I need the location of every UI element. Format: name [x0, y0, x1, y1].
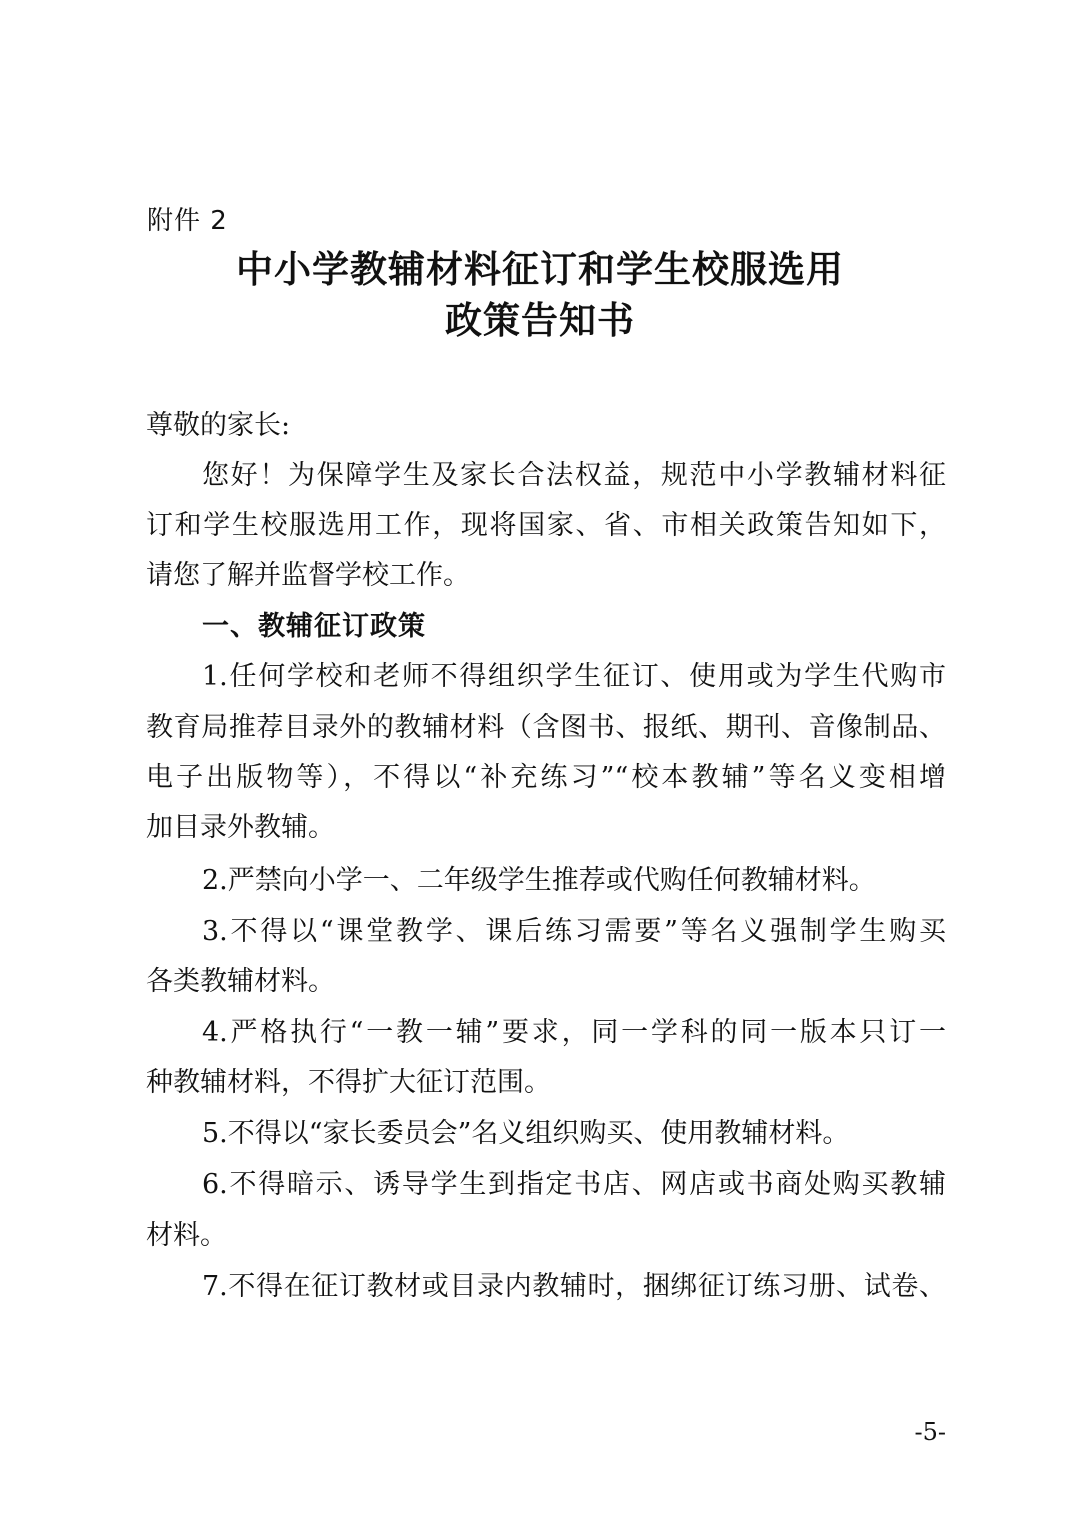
body-line: 各类教辅材料。: [146, 966, 335, 997]
body-line: 订和学生校服选用工作，现将国家、省、市相关政策告知如下，: [146, 510, 946, 541]
body-line: 请您了解并监督学校工作。: [146, 560, 470, 591]
body-line: 6.不得暗示、诱导学生到指定书店、网店或书商处购买教辅: [202, 1169, 946, 1200]
body-line: 5.不得以“家长委员会”名义组织购买、使用教辅材料。: [202, 1118, 850, 1149]
document-title-line-1: 中小学教辅材料征订和学生校服选用: [236, 248, 844, 291]
body-line: 种教辅材料，不得扩大征订范围。: [146, 1067, 551, 1098]
body-line: 电子出版物等），不得以“补充练习”“校本教辅”等名义变相增: [146, 762, 946, 793]
salutation: 尊敬的家长:: [146, 410, 291, 441]
document-title-line-2: 政策告知书: [445, 299, 635, 342]
body-line: 7.不得在征订教材或目录内教辅时，捆绑征订练习册、试卷、: [202, 1271, 946, 1302]
body-line: 您好！为保障学生及家长合法权益，规范中小学教辅材料征: [202, 460, 946, 491]
attachment-label: 附件 2: [147, 206, 228, 236]
body-line: 教育局推荐目录外的教辅材料（含图书、报纸、期刊、音像制品、: [146, 712, 946, 743]
body-line: 2.严禁向小学一、二年级学生推荐或代购任何教辅材料。: [202, 865, 876, 896]
page-number: -5-: [914, 1418, 946, 1446]
body-line: 材料。: [146, 1220, 227, 1251]
body-line: 4.严格执行“一教一辅”要求，同一学科的同一版本只订一: [202, 1017, 946, 1048]
body-line: 3.不得以“课堂教学、课后练习需要”等名义强制学生购买: [202, 916, 946, 947]
body-line: 1.任何学校和老师不得组织学生征订、使用或为学生代购市: [202, 661, 946, 692]
body-line: 加目录外教辅。: [146, 812, 335, 843]
section-heading: 一、教辅征订政策: [202, 611, 426, 642]
